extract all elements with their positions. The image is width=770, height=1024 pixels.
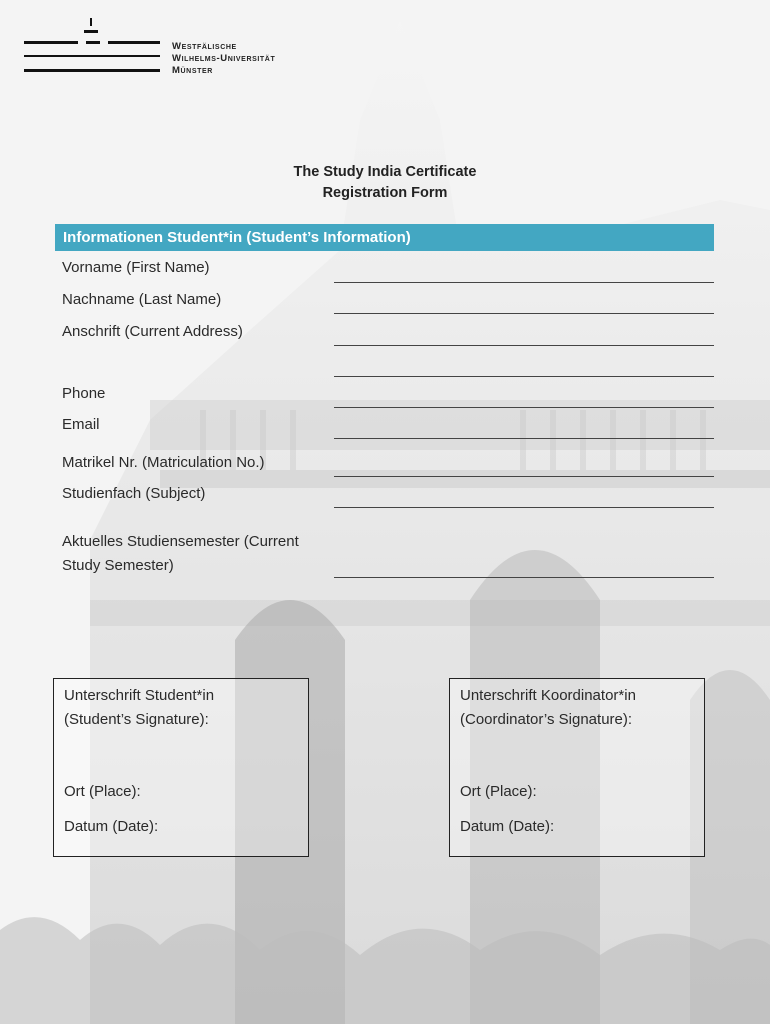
email-field[interactable] [334,438,714,439]
address-field-line-2[interactable] [334,376,714,377]
coordinator-signature-label-line-2: (Coordinator’s Signature): [460,711,633,728]
coordinator-date-label: Datum (Date): [460,818,555,835]
logo-rule [24,41,78,44]
phone-label: Phone [62,385,106,402]
matriculation-label: Matrikel Nr. (Matriculation No.) [62,454,265,471]
first-name-label: Vorname (First Name) [62,259,210,276]
matriculation-field[interactable] [334,476,714,477]
last-name-field[interactable] [334,313,714,314]
address-field-line-1[interactable] [334,345,714,346]
student-signature-label-line-2: (Student’s Signature): [64,711,209,728]
form-title [0,162,770,204]
logo-rule [24,69,160,72]
logo-rule [24,55,160,57]
student-info-section-header: Informationen Student*in (Student’s Information) [55,224,714,251]
email-label: Email [62,416,100,433]
coordinator-signature-label-line-1: Unterschrift Koordinator*in [460,687,636,704]
semester-label [62,530,299,578]
student-date-label: Datum (Date): [64,818,159,835]
coordinator-signature-box[interactable] [449,678,705,857]
logo-mark [84,30,98,33]
semester-label-line-1: Aktuelles Studiensemester (Current [62,533,299,550]
form-title-line-2: Registration Form [322,185,448,201]
subject-field[interactable] [334,507,714,508]
last-name-label: Nachname (Last Name) [62,291,222,308]
university-logo [24,18,324,80]
student-place-label: Ort (Place): [64,783,141,800]
student-signature-box[interactable] [53,678,309,857]
coordinator-place-label: Ort (Place): [460,783,537,800]
university-name [172,41,275,77]
university-name-line-1: Westfälische [172,41,237,52]
subject-label: Studienfach (Subject) [62,485,206,502]
first-name-field[interactable] [334,282,714,283]
logo-rule [86,41,100,44]
semester-label-line-2: Study Semester) [62,557,174,574]
phone-field[interactable] [334,407,714,408]
university-name-line-2: Wilhelms-Universität [172,53,276,64]
logo-mark [90,18,92,26]
semester-field[interactable] [334,577,714,578]
form-title-line-1: The Study India Certificate [293,164,477,180]
address-label: Anschrift (Current Address) [62,323,243,340]
university-name-line-3: Münster [172,65,213,76]
logo-rule [108,41,160,44]
student-signature-label-line-1: Unterschrift Student*in [64,687,215,704]
